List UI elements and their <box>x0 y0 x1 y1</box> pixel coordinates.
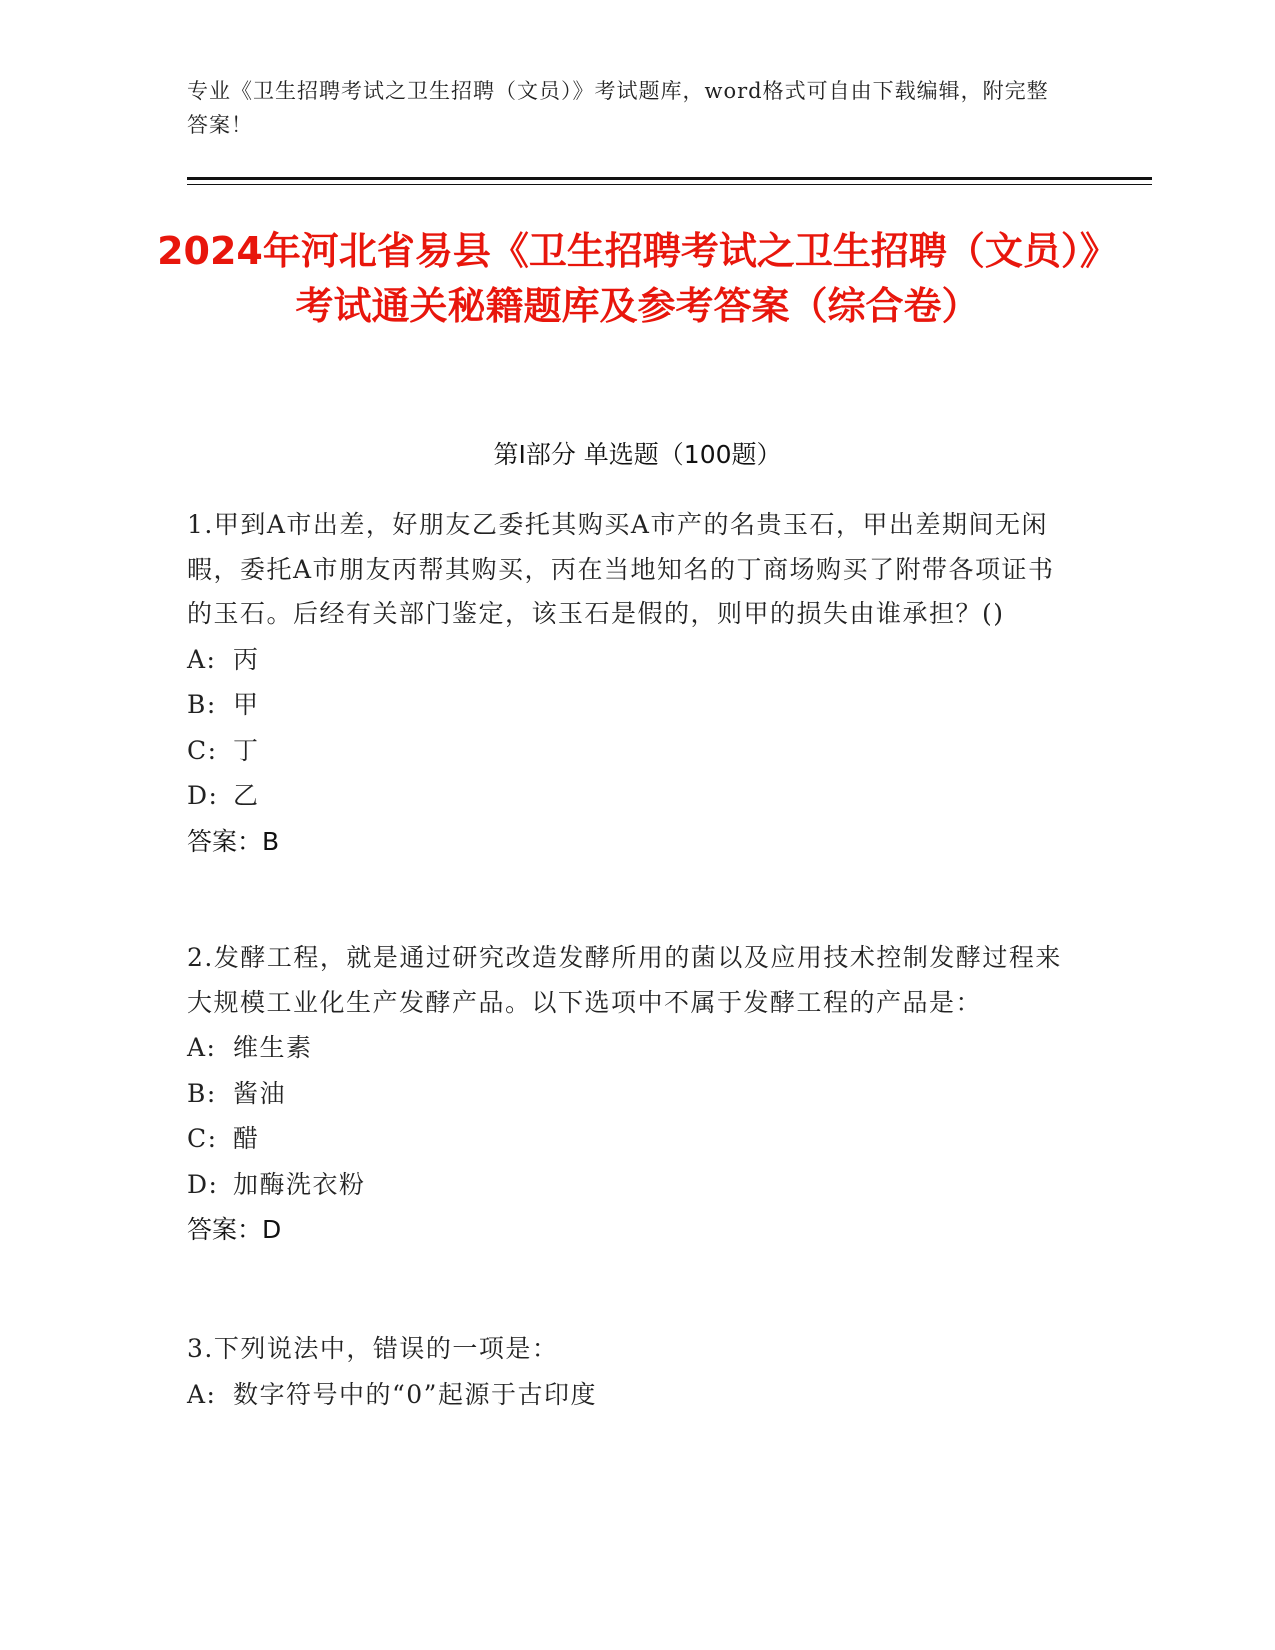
option-letter: C: <box>187 1124 218 1153</box>
option-letter: B: <box>187 1078 217 1108</box>
option-letter: B: <box>187 690 217 719</box>
option-text: 数字符号中的“0”起源于古印度 <box>233 1379 597 1409</box>
option-a <box>187 637 1067 683</box>
option-text: 醋 <box>233 1124 260 1153</box>
header-rule-thick <box>187 177 1152 180</box>
question-2 <box>187 936 1067 1252</box>
header-rule-thin <box>187 184 1152 185</box>
option-letter: C: <box>187 735 218 765</box>
option-c <box>187 728 1067 774</box>
option-text: 加酶洗衣粉 <box>233 1169 366 1199</box>
option-letter: A: <box>187 644 217 674</box>
option-d <box>187 773 1067 819</box>
answer-line: 答案：D <box>187 1215 282 1244</box>
option-text: 丁 <box>233 735 260 765</box>
option-letter: D: <box>187 1169 219 1199</box>
option-b <box>187 1071 1067 1117</box>
question-stem: 3.下列说法中，错误的一项是： <box>187 1334 559 1363</box>
option-a <box>187 1025 1067 1071</box>
section-title: 第I部分 单选题（100题） <box>493 440 782 469</box>
question-1 <box>187 503 1067 864</box>
option-text: 乙 <box>233 781 260 810</box>
option-b <box>187 682 1067 728</box>
answer-line: 答案：B <box>187 826 280 856</box>
option-letter: A: <box>187 1379 217 1409</box>
option-text: 酱油 <box>233 1078 287 1108</box>
option-a <box>187 1372 1067 1418</box>
header-note: 专业《卫生招聘考试之卫生招聘（文员）》考试题库，word格式可自由下载编辑，附完整答案！ <box>187 79 1049 137</box>
document-title: 2024年河北省易县《卫生招聘考试之卫生招聘（文员）》考试通关秘籍题库及参考答案（综合卷） <box>157 229 1118 328</box>
option-c <box>187 1116 1067 1162</box>
option-d <box>187 1162 1067 1208</box>
option-text: 丙 <box>233 644 260 674</box>
question-3 <box>187 1327 1067 1417</box>
option-text: 维生素 <box>233 1033 313 1062</box>
option-letter: A: <box>187 1033 217 1062</box>
option-text: 甲 <box>233 690 260 719</box>
question-stem: 1.甲到A市出差，好朋友乙委托其购买A市产的名贵玉石，甲出差期间无闲暇，委托A市朋友丙帮其购买，丙在当地知名的丁商场购买了附带各项证书的玉石。后经有关部门鉴定，该玉石是假的，则甲的损失由谁承担？() <box>187 510 1055 628</box>
option-letter: D: <box>187 781 219 810</box>
question-stem: 2.发酵工程，就是通过研究改造发酵所用的菌以及应用技术控制发酵过程来大规模工业化生产发酵产品。以下选项中不属于发酵工程的产品是： <box>187 943 1062 1017</box>
